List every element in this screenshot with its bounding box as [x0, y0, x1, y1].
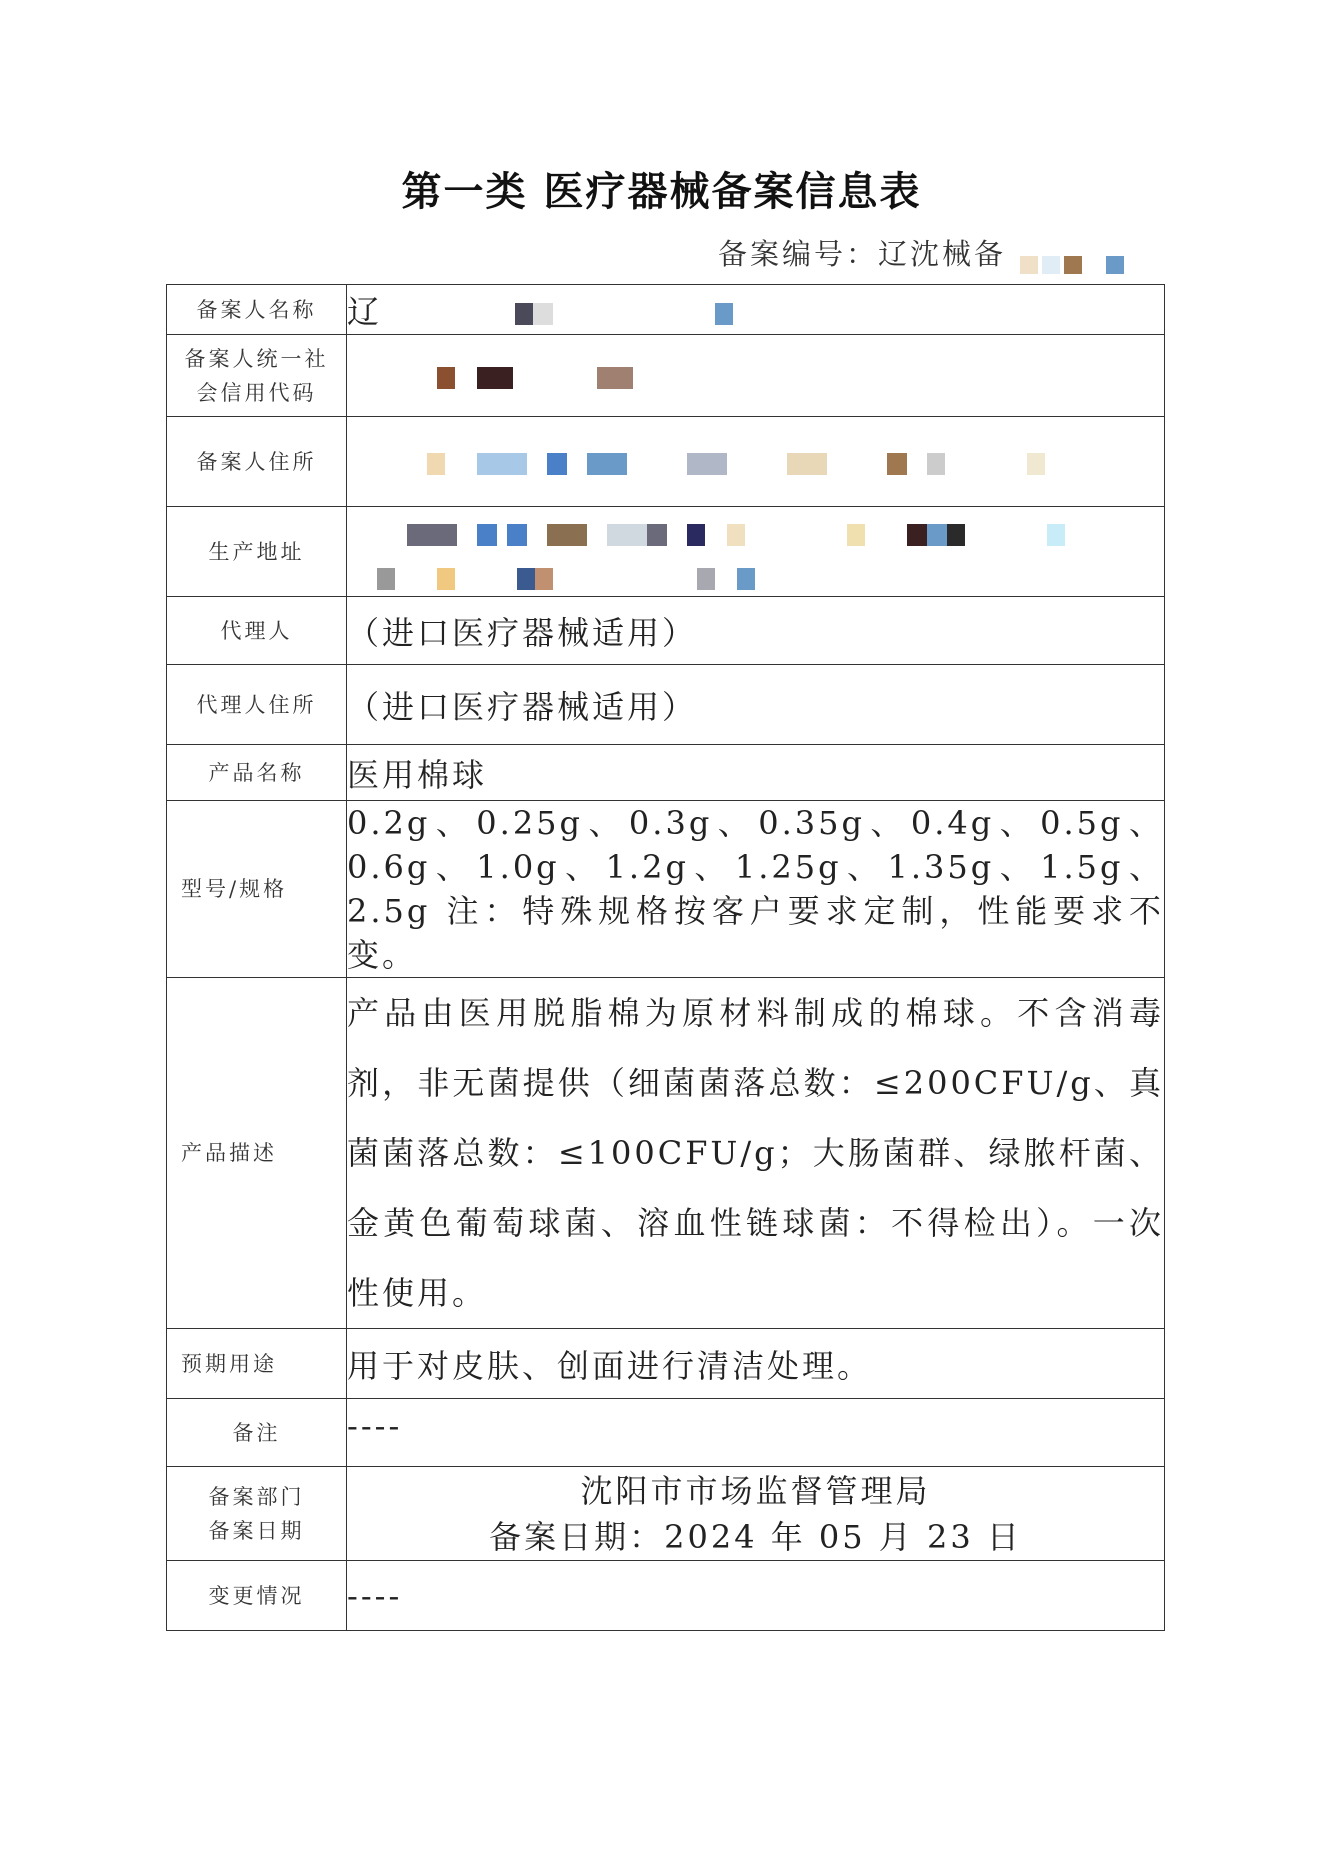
- row-remarks: [167, 1399, 1165, 1467]
- product-name-label: 产品名称: [167, 745, 347, 801]
- credit-code-redaction: [437, 367, 677, 389]
- row-credit-code: [167, 335, 1165, 417]
- model-spec-label: 型号/规格: [167, 801, 347, 978]
- row-model-spec: [167, 801, 1165, 978]
- agent-address-label: 代理人住所: [167, 665, 347, 745]
- credit-code-value: [347, 335, 1165, 417]
- row-changes: [167, 1561, 1165, 1631]
- production-address-value: [347, 507, 1165, 597]
- remarks-value: ----: [347, 1399, 1165, 1467]
- filing-department-label: [167, 1467, 347, 1561]
- row-agent-address: [167, 665, 1165, 745]
- filer-name-label: 备案人名称: [167, 285, 347, 335]
- filing-department-value: [347, 1467, 1165, 1561]
- credit-code-label-line1: 备案人统一社: [184, 346, 329, 371]
- filer-address-redaction-1: [427, 453, 1127, 475]
- filer-address-value: [347, 417, 1165, 507]
- production-address-redaction-2: [377, 568, 777, 590]
- record-number-redaction: [1020, 256, 1140, 278]
- filing-department-label-line1: 备案部门: [208, 1484, 305, 1509]
- filing-info-table: [166, 284, 1165, 1631]
- filer-address-label: 备案人住所: [167, 417, 347, 507]
- row-filing-department: [167, 1467, 1165, 1561]
- page-title: 第一类 医疗器械备案信息表: [401, 169, 922, 215]
- remarks-label: 备注: [167, 1399, 347, 1467]
- row-production-address: [167, 507, 1165, 597]
- model-spec-value: 0.2g、0.25g、0.3g、0.35g、0.4g、0.5g、0.6g、1.0g、1.2g、1.25g、1.35g、1.5g、2.5g 注：特殊规格按客户要求定制，性能要求不变。: [347, 801, 1165, 978]
- intended-use-value: 用于对皮肤、创面进行清洁处理。: [347, 1329, 1165, 1399]
- product-name-value: 医用棉球: [347, 745, 1165, 801]
- credit-code-label-line2: 会信用代码: [196, 380, 317, 405]
- production-address-label: 生产地址: [167, 507, 347, 597]
- filing-date: 备案日期：2024 年 05 月 23 日: [489, 1517, 1022, 1556]
- agent-label: 代理人: [167, 597, 347, 665]
- production-address-redaction-1: [407, 524, 1107, 546]
- filer-name-redaction: [515, 303, 775, 325]
- product-description-value: 产品由医用脱脂棉为原材料制成的棉球。不含消毒剂，非无菌提供（细菌菌落总数：≤200CFU/g、真菌菌落总数：≤100CFU/g；大肠菌群、绿脓杆菌、金黄色葡萄球菌、溶血性链球菌：不得检出）。一次性使用。: [347, 978, 1165, 1329]
- row-agent: [167, 597, 1165, 665]
- credit-code-label: [167, 335, 347, 417]
- changes-label: 变更情况: [167, 1561, 347, 1631]
- filer-name-value: [347, 285, 1165, 335]
- product-description-label: 产品描述: [167, 978, 347, 1329]
- agent-address-value: （进口医疗器械适用）: [347, 665, 1165, 745]
- filing-date-label-line2: 备案日期: [208, 1518, 305, 1543]
- row-intended-use: [167, 1329, 1165, 1399]
- filing-department-name: 沈阳市市场监督管理局: [580, 1471, 931, 1510]
- row-product-description: [167, 978, 1165, 1329]
- record-number: [718, 232, 1006, 273]
- record-number-label: 备案编号：辽沈械备: [718, 237, 1007, 271]
- row-product-name: [167, 745, 1165, 801]
- row-filer-name: [167, 285, 1165, 335]
- agent-value: （进口医疗器械适用）: [347, 597, 1165, 665]
- intended-use-label: 预期用途: [167, 1329, 347, 1399]
- row-filer-address: [167, 417, 1165, 507]
- filer-name-text: 辽: [347, 292, 383, 331]
- changes-value: ----: [347, 1561, 1165, 1631]
